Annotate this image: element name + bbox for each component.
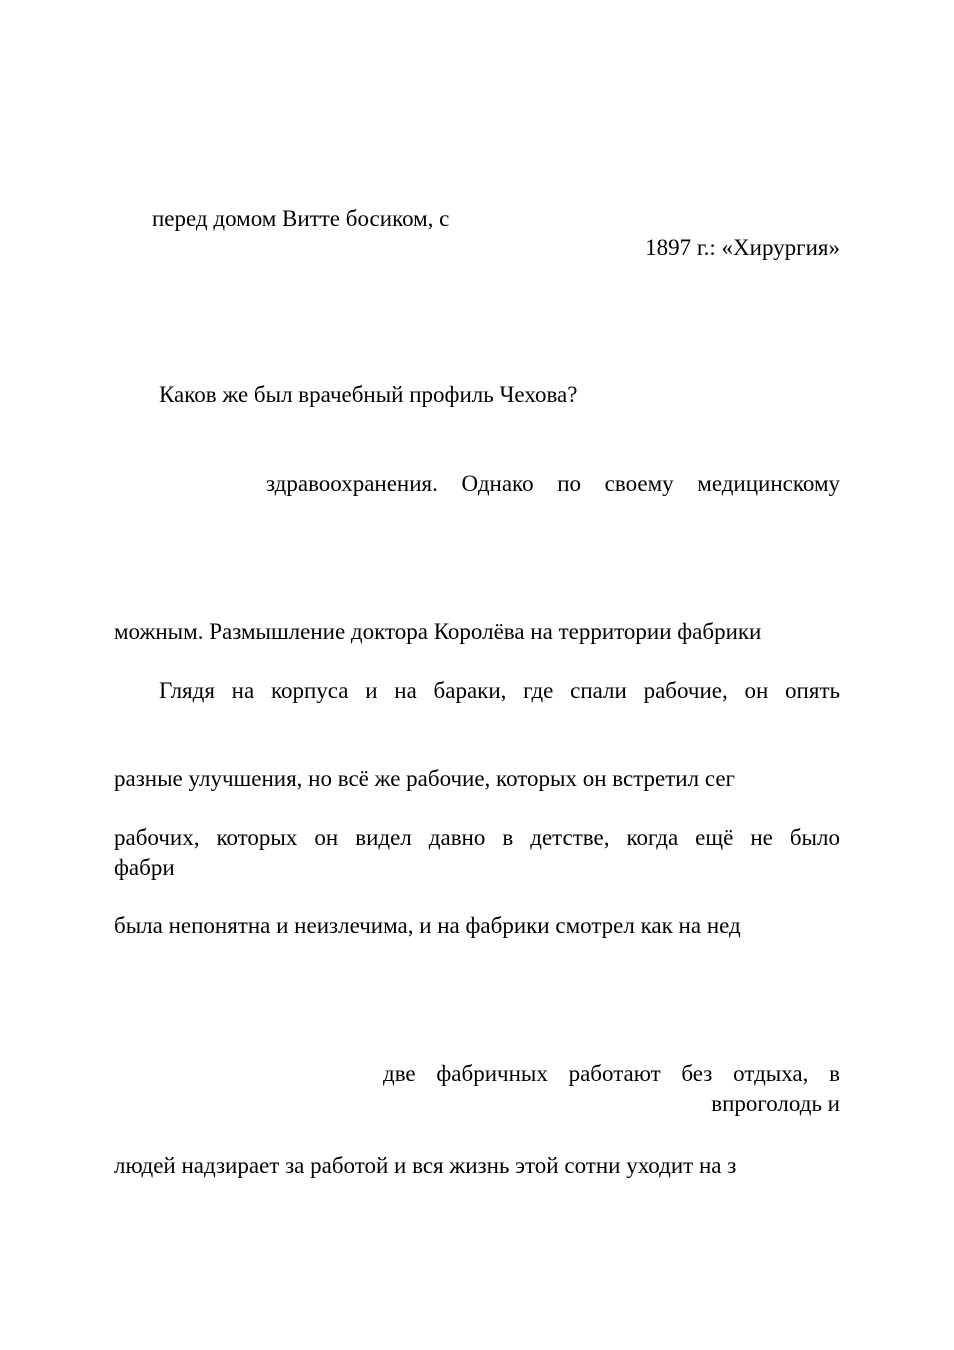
text-line-11: людей надзирает за работой и вся жизнь этой сотни уходит на з (114, 1153, 737, 1178)
text-line-9: была непонятна и неизлечима, и на фабрики смотрел как на нед (114, 913, 741, 938)
text-line-8a: рабочих, которых он видел давно в детстве, когда ещё не было (114, 825, 840, 850)
text-line-10b: впроголодь и (711, 1091, 840, 1116)
text-line-5: можным. Размышление доктора Королёва на территории фабрики (114, 619, 762, 644)
text-line-10a: две фабричных работают без отдыха, в (383, 1061, 840, 1086)
text-line-6: Глядя на корпуса и на бараки, где спали рабочие, он опять (159, 678, 840, 703)
text-line-8b: фабри (114, 855, 175, 880)
text-line-2: 1897 г.: «Хирургия» (645, 235, 840, 260)
text-line-3: Каков же был врачебный профиль Чехова? (159, 382, 578, 407)
text-line-4: здравоохранения. Однако по своему медицинскому (266, 471, 840, 496)
text-line-1: перед домом Витте босиком, с (152, 206, 450, 231)
text-line-7: разные улучшения, но всё же рабочие, которых он встретил сег (114, 766, 735, 791)
